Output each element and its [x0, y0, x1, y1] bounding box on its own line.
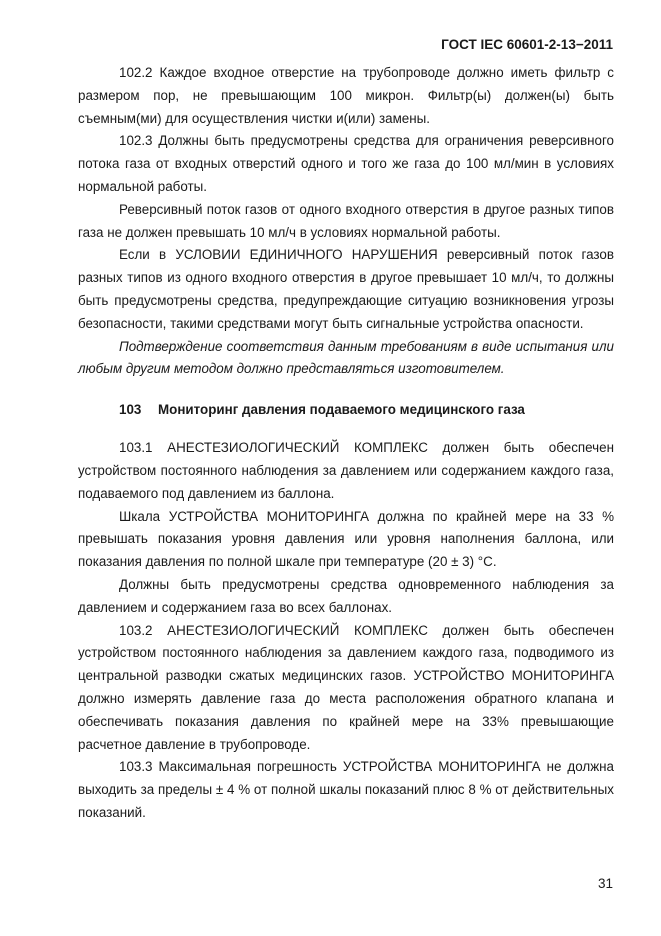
paragraph-scale: Шкала УСТРОЙСТВА МОНИТОРИНГА должна по крайней мере на 33 % превышать показания уровня давления или уровня наполнения баллона, или показания давления по полной шкале при температуре (20 ± 3) °С.: [78, 508, 614, 570]
section-heading: [78, 400, 614, 420]
section-title: Мониторинг давления подаваемого медицинского газа: [158, 402, 525, 418]
paragraph-103-2: 103.2 АНЕСТЕЗИОЛОГИЧЕСКИЙ КОМПЛЕКС должен быть обеспечен устройством постоянного наблюдения за давлением каждого газа, подводимого из центральной разводки сжатых медицинских газов. УСТРОЙСТВО МОНИТОРИНГА должно измерять давление газа до места расположения обратного клапана и обеспечивать показания давления по крайней мере на 33% превышающие расчетное давление в трубопроводе.: [78, 622, 614, 752]
paragraph-103-3: 103.3 Максимальная погрешность УСТРОЙСТВА МОНИТОРИНГА не должна выходить за пределы ± 4 % от полной шкалы показаний плюс 8 % от действительных показаний.: [78, 759, 614, 820]
page-body: [78, 62, 614, 825]
compliance-note: Подтверждение соответствия данным требованиям в виде испытания или любым другим методом должно представляться изготовителем.: [78, 338, 614, 377]
paragraph-102-2: 102.2 Каждое входное отверстие на трубопроводе должно иметь фильтр с размером пор, не превышающим 100 микрон. Фильтр(ы) должен(ы) быть съемным(ми) для осуществления чистки и(или) замены.: [78, 65, 614, 126]
paragraph-103-1: 103.1 АНЕСТЕЗИОЛОГИЧЕСКИЙ КОМПЛЕКС должен быть обеспечен устройством постоянного наблюдения за давлением или содержанием каждого газа, подаваемого под давлением из баллона.: [78, 440, 614, 501]
page-number: 31: [597, 876, 613, 891]
paragraph-102-3: 102.3 Должны быть предусмотрены средства для ограничения реверсивного потока газа от входных отверстий одного и того же газа до 100 мл/мин в условиях нормальной работы.: [78, 133, 614, 194]
paragraph-simultaneous: Должны быть предусмотрены средства одновременного наблюдения за давлением и содержанием газа во всех баллонах.: [78, 576, 614, 615]
paragraph-single-fault: Если в УСЛОВИИ ЕДИНИЧНОГО НАРУШЕНИЯ реверсивный поток газов разных типов из одного входного отверстия в другое превышает 10 мл/ч, то должны быть предусмотрены средства, предупреждающие ситуацию возникновения угрозы безопасности, такими средствами могут быть сигнальные устройства опасности.: [78, 247, 614, 331]
section-number: 103: [119, 402, 142, 418]
document-header: ГОСТ IEC 60601-2-13−2011: [441, 37, 613, 52]
paragraph-reverse-flow: Реверсивный поток газов от одного входного отверстия в другое разных типов газа не должен превышать 10 мл/ч в условиях нормальной работы.: [78, 201, 614, 240]
